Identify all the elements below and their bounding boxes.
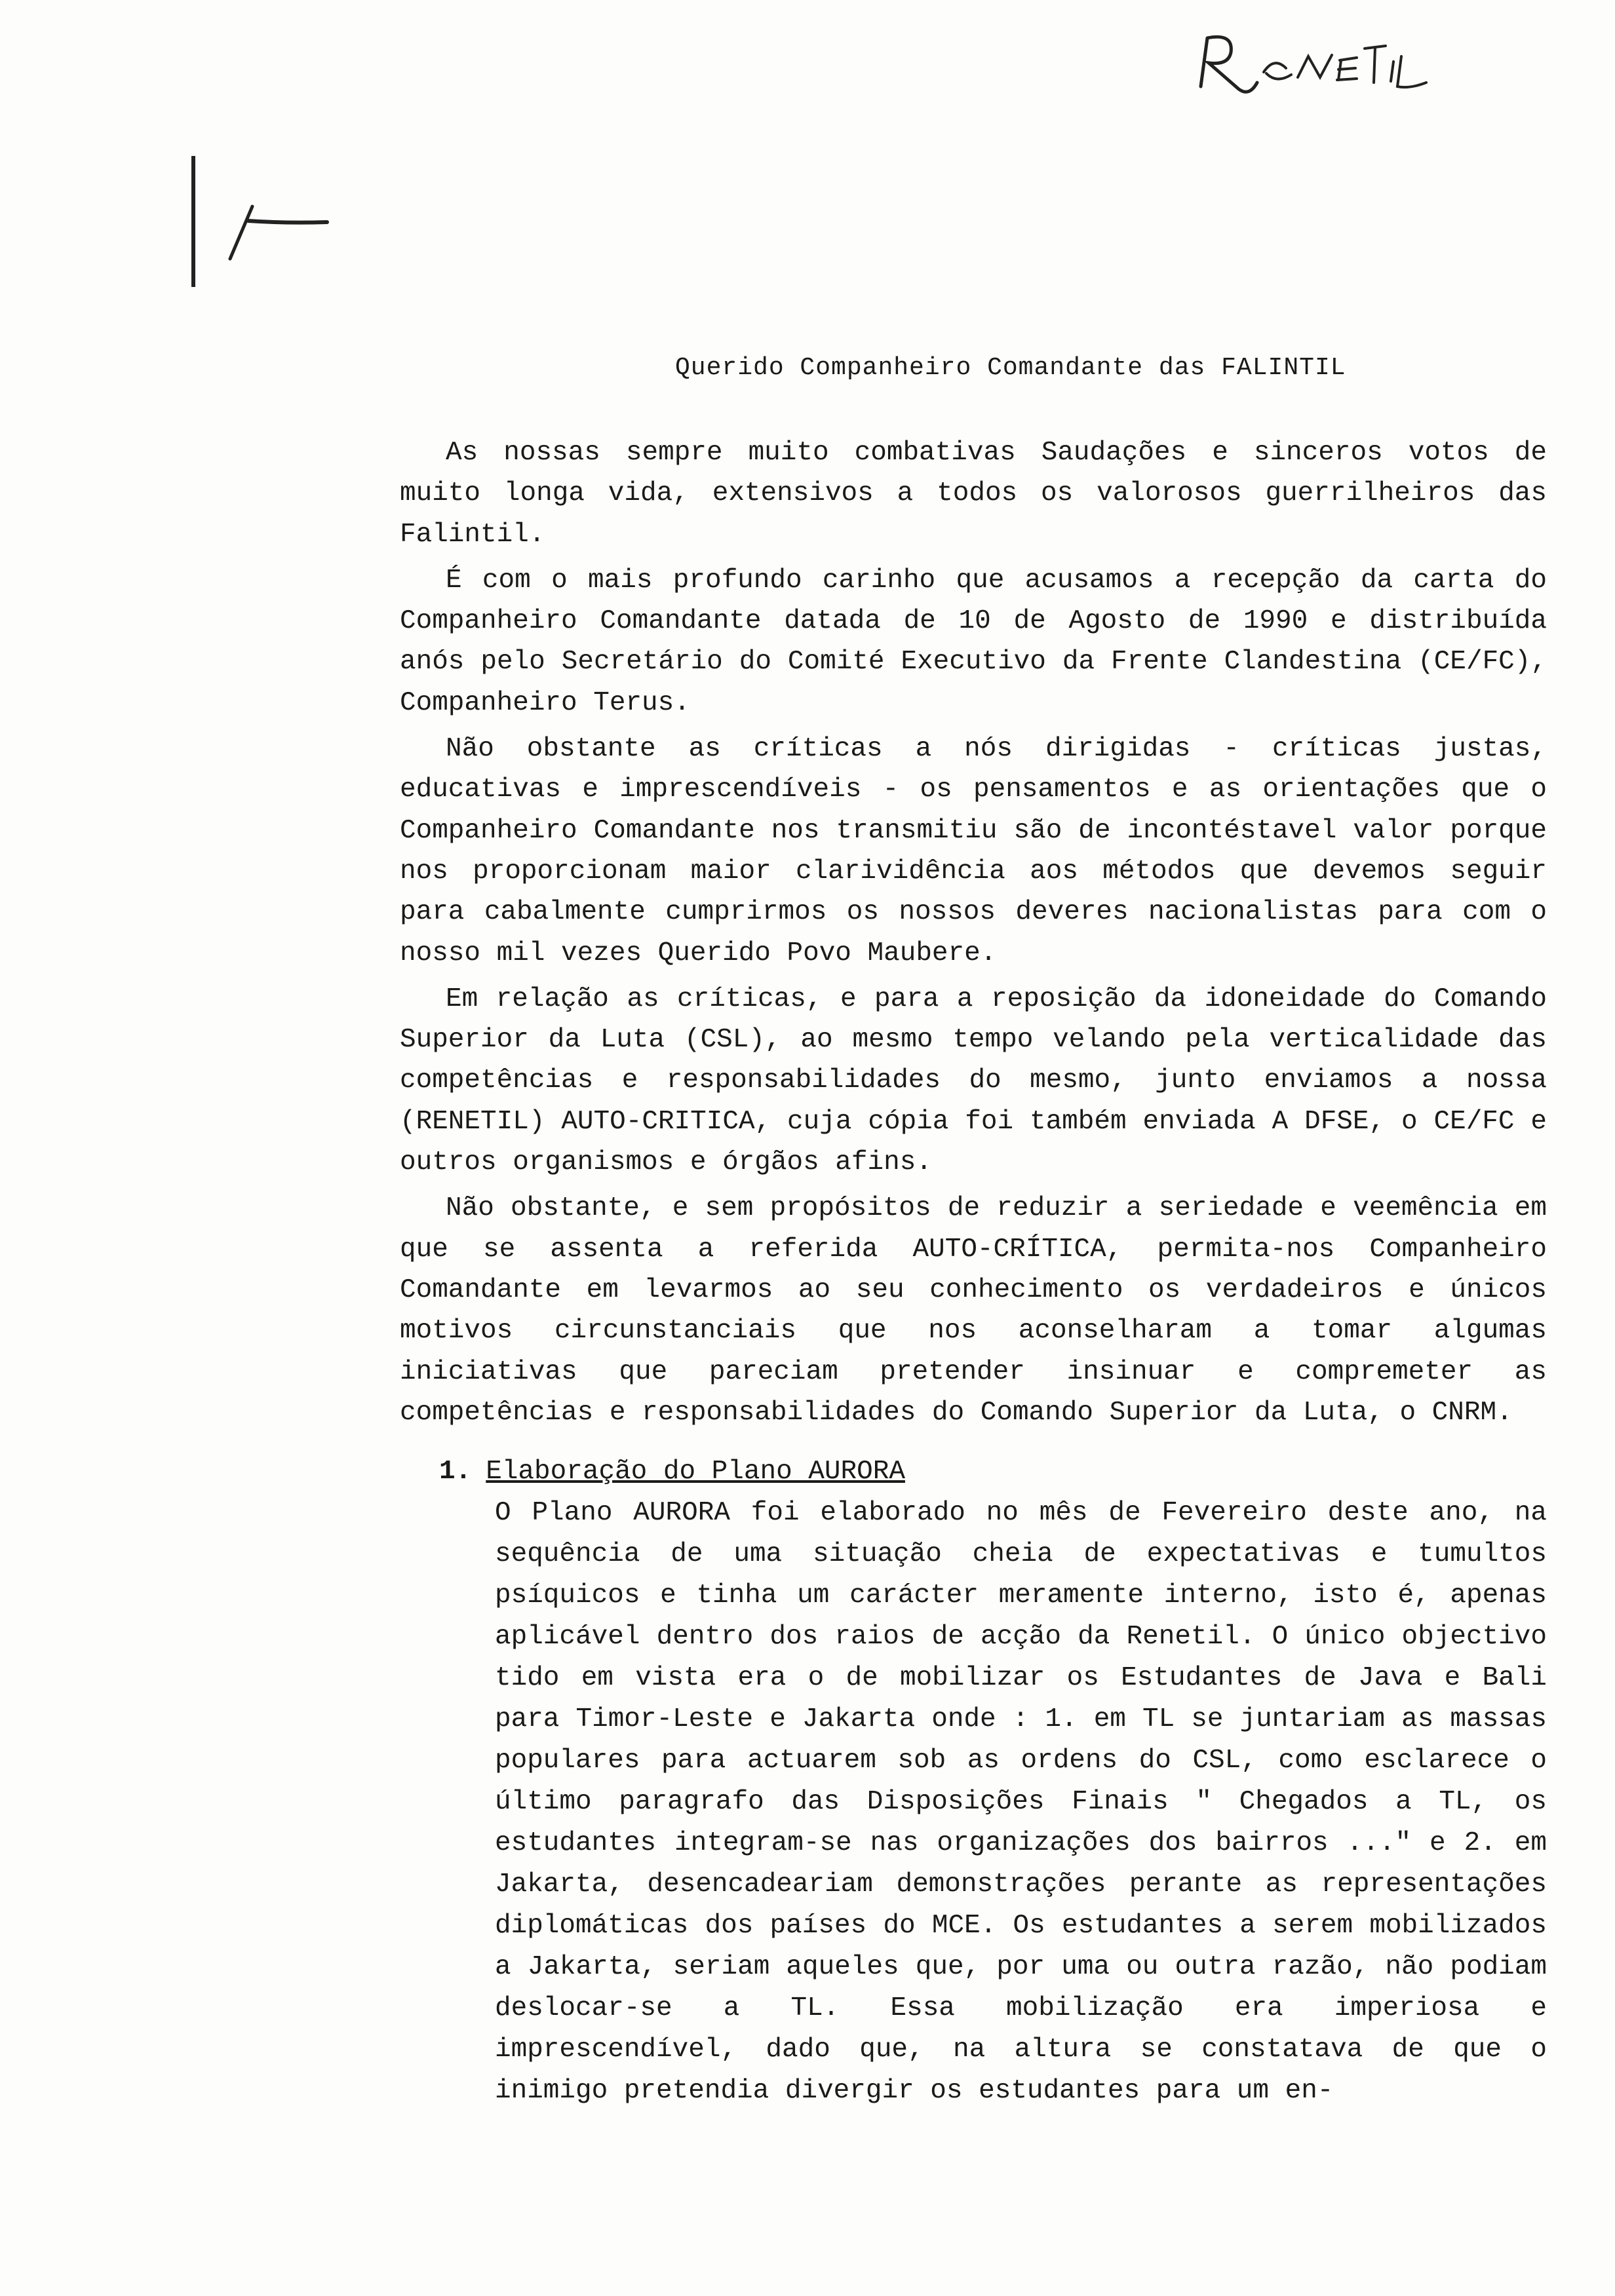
salutation: Querido Companheiro Comandante das FALINTIL (675, 354, 1346, 382)
handwritten-annotation (1193, 26, 1429, 98)
paragraph: As nossas sempre muito combativas Saudações e sinceros votos de muito longa vida, extensivos a todos os valorosos guerrilheiros das Falintil. (400, 438, 1547, 550)
section-heading (439, 1451, 1547, 1493)
paragraph: É com o mais profundo carinho que acusamos a recepção da carta do Companheiro Comandante datada de 10 de Agosto de 1990 e distribuída anós pelo Secretário do Comité Executivo da Frente Clandestina (CE/FC), Companheiro Terus. (400, 565, 1547, 718)
margin-slash-mark (226, 200, 331, 262)
margin-mark (191, 156, 195, 287)
section-body: O Plano AURORA foi elaborado no mês de Fevereiro deste ano, na sequência de uma situação cheia de expectativas e tumultos psíquicos e tinha um carácter meramente interno, isto é, apenas aplicável dentro dos raios de acção da Renetil. O único objectivo tido em vista era o de mobilizar os Estudantes de Java e Bali para Timor-Leste e Jakarta onde : 1. em TL se juntariam as massas populares para actuarem sob as ordens do CSL, como esclarece o último paragrafo das Disposições Finais " Chegados a TL, os estudantes integram-se nas organizações dos bairros ..." e 2. em Jakarta, desencadeariam demonstrações perante as representações diplomáticas dos países do MCE. Os estudantes a serem mobilizados a Jakarta, seriam aqueles que, por uma ou outra razão, não podiam deslocar-se a TL. Essa mobilização era imperiosa e imprescendível, dado que, na altura se constatava de que o inimigo pretendia divergir os estudantes para um en- (495, 1498, 1547, 2106)
paragraph: Não obstante as críticas a nós dirigidas - críticas justas, educativas e imprescendíveis - os pensamentos e as orientações que o Companheiro Comandante nos transmitiu são de incontéstavel valor porque nos proporcionam maior clarividência aos métodos que devemos seguir para cabalmente cumprirmos os nossos deveres nacionalistas para com o nosso mil vezes Querido Povo Maubere. (400, 734, 1547, 968)
letter-body (400, 432, 1547, 1433)
paragraph: Não obstante, e sem propósitos de reduzir a seriedade e veemência em que se assenta a referida AUTO-CRÍTICA, permita-nos Companheiro Comandante em levarmos ao seu conhecimento os verdadeiros e únicos motivos circunstanciais que nos aconselharam a tomar algumas iniciativas que pareciam pretender insinuar e compremeter as competências e responsabilidades do Comando Superior da Luta, o CNRM. (400, 1193, 1547, 1428)
section-title: Elaboração do Plano AURORA (486, 1457, 905, 1487)
section-plano-aurora (439, 1451, 1547, 2112)
section-number: 1. (439, 1457, 472, 1487)
paragraph: Em relação as críticas, e para a reposição da idoneidade do Comando Superior da Luta (CSL), ao mesmo tempo velando pela verticalidade das competências e responsabilidades do mesmo, junto enviamos a nossa (RENETIL) AUTO-CRITICA, cuja cópia foi também enviada A DFSE, o CE/FC e outros organismos e órgãos afins. (400, 984, 1547, 1178)
